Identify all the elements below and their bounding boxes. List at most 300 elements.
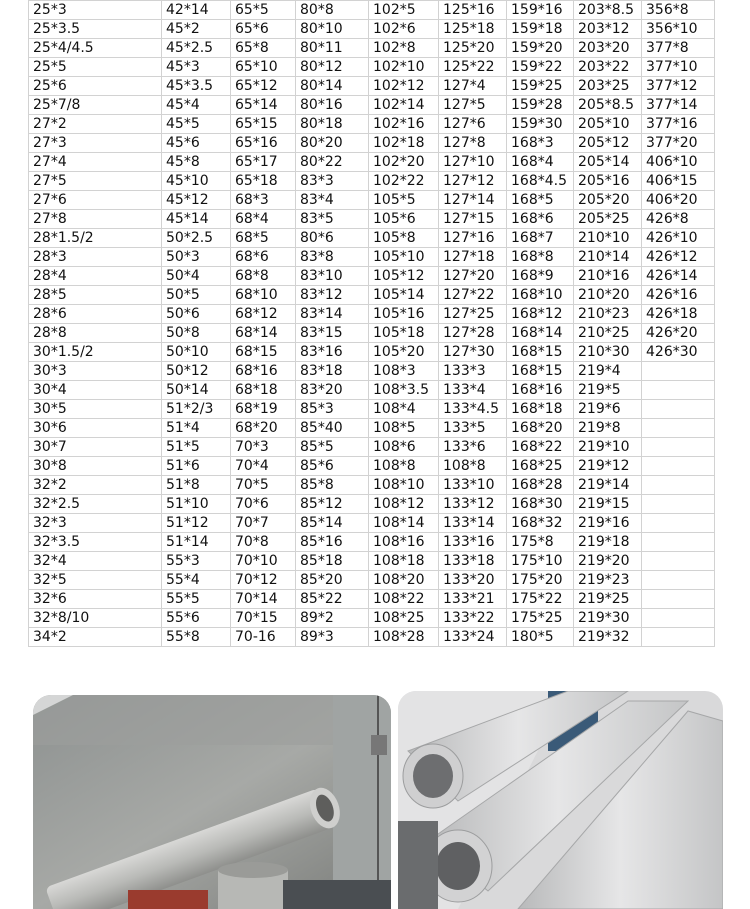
table-cell: 28*4 — [29, 267, 162, 286]
table-cell: 133*22 — [439, 609, 507, 628]
table-cell: 83*12 — [296, 286, 369, 305]
table-cell: 377*14 — [642, 96, 715, 115]
table-cell: 105*14 — [369, 286, 439, 305]
table-cell: 65*10 — [231, 58, 296, 77]
table-row — [29, 20, 715, 39]
table-row — [29, 476, 715, 495]
table-cell: 80*6 — [296, 229, 369, 248]
table-cell: 127*30 — [439, 343, 507, 362]
table-cell: 30*5 — [29, 400, 162, 419]
table-cell: 127*18 — [439, 248, 507, 267]
table-cell: 42*14 — [162, 1, 231, 20]
table-cell: 406*15 — [642, 172, 715, 191]
table-cell: 102*18 — [369, 134, 439, 153]
table-cell: 68*10 — [231, 286, 296, 305]
table-cell: 50*5 — [162, 286, 231, 305]
table-cell: 80*18 — [296, 115, 369, 134]
table-cell: 45*2.5 — [162, 39, 231, 58]
table-cell: 168*12 — [507, 305, 574, 324]
table-cell: 168*4.5 — [507, 172, 574, 191]
table-cell: 105*18 — [369, 324, 439, 343]
table-cell: 133*14 — [439, 514, 507, 533]
table-cell: 210*23 — [574, 305, 642, 324]
table-cell: 89*3 — [296, 628, 369, 647]
table-cell: 70*4 — [231, 457, 296, 476]
table-cell: 219*20 — [574, 552, 642, 571]
table-cell: 70*14 — [231, 590, 296, 609]
table-cell: 426*12 — [642, 248, 715, 267]
table-cell — [642, 514, 715, 533]
table-cell: 168*7 — [507, 229, 574, 248]
table-cell: 27*8 — [29, 210, 162, 229]
table-cell: 377*20 — [642, 134, 715, 153]
table-cell: 108*12 — [369, 495, 439, 514]
table-cell — [642, 457, 715, 476]
table-cell: 32*6 — [29, 590, 162, 609]
table-cell: 175*25 — [507, 609, 574, 628]
table-cell: 205*8.5 — [574, 96, 642, 115]
table-cell: 51*10 — [162, 495, 231, 514]
table-row — [29, 58, 715, 77]
table-row — [29, 495, 715, 514]
table-cell: 70*6 — [231, 495, 296, 514]
table-cell: 377*16 — [642, 115, 715, 134]
table-cell: 108*25 — [369, 609, 439, 628]
table-cell: 219*10 — [574, 438, 642, 457]
pipe-size-table — [28, 0, 715, 647]
table-cell: 65*12 — [231, 77, 296, 96]
table-cell: 406*10 — [642, 153, 715, 172]
table-cell: 51*2/3 — [162, 400, 231, 419]
table-cell: 127*14 — [439, 191, 507, 210]
table-cell: 83*14 — [296, 305, 369, 324]
table-cell: 426*14 — [642, 267, 715, 286]
table-cell: 205*16 — [574, 172, 642, 191]
table-cell: 219*8 — [574, 419, 642, 438]
table-cell: 108*8 — [439, 457, 507, 476]
table-cell: 65*6 — [231, 20, 296, 39]
table-cell: 426*18 — [642, 305, 715, 324]
table-cell: 127*22 — [439, 286, 507, 305]
table-cell: 65*18 — [231, 172, 296, 191]
table-cell: 32*5 — [29, 571, 162, 590]
table-cell: 205*20 — [574, 191, 642, 210]
table-cell: 175*10 — [507, 552, 574, 571]
table-cell: 34*2 — [29, 628, 162, 647]
table-cell: 159*28 — [507, 96, 574, 115]
table-row — [29, 324, 715, 343]
table-cell: 108*4 — [369, 400, 439, 419]
table-cell: 51*12 — [162, 514, 231, 533]
table-row — [29, 229, 715, 248]
table-cell: 85*5 — [296, 438, 369, 457]
table-cell — [642, 381, 715, 400]
table-cell: 377*10 — [642, 58, 715, 77]
table-cell: 105*5 — [369, 191, 439, 210]
table-cell — [642, 609, 715, 628]
table-cell: 85*40 — [296, 419, 369, 438]
table-row — [29, 134, 715, 153]
table-cell: 168*22 — [507, 438, 574, 457]
table-cell: 85*3 — [296, 400, 369, 419]
table-cell: 210*14 — [574, 248, 642, 267]
table-row — [29, 381, 715, 400]
table-cell — [642, 628, 715, 647]
table-cell: 27*4 — [29, 153, 162, 172]
table-cell: 25*3 — [29, 1, 162, 20]
table-cell: 127*20 — [439, 267, 507, 286]
table-cell: 65*16 — [231, 134, 296, 153]
table-cell: 168*6 — [507, 210, 574, 229]
table-cell: 426*20 — [642, 324, 715, 343]
table-row — [29, 609, 715, 628]
table-cell: 168*3 — [507, 134, 574, 153]
table-cell: 32*4 — [29, 552, 162, 571]
table-cell: 133*20 — [439, 571, 507, 590]
table-cell: 50*14 — [162, 381, 231, 400]
table-cell: 127*28 — [439, 324, 507, 343]
table-cell: 50*4 — [162, 267, 231, 286]
table-cell: 50*10 — [162, 343, 231, 362]
table-cell: 83*5 — [296, 210, 369, 229]
table-cell: 203*22 — [574, 58, 642, 77]
table-row — [29, 514, 715, 533]
table-row — [29, 267, 715, 286]
table-cell: 426*16 — [642, 286, 715, 305]
table-cell: 25*4/4.5 — [29, 39, 162, 58]
table-cell: 83*3 — [296, 172, 369, 191]
table-cell: 108*3.5 — [369, 381, 439, 400]
table-cell: 125*22 — [439, 58, 507, 77]
table-cell — [642, 419, 715, 438]
table-cell: 168*16 — [507, 381, 574, 400]
table-cell — [642, 400, 715, 419]
table-cell: 168*9 — [507, 267, 574, 286]
table-cell: 108*20 — [369, 571, 439, 590]
table-cell: 102*10 — [369, 58, 439, 77]
table-cell: 68*5 — [231, 229, 296, 248]
table-cell: 159*30 — [507, 115, 574, 134]
table-row — [29, 153, 715, 172]
table-cell: 127*12 — [439, 172, 507, 191]
table-cell: 32*3 — [29, 514, 162, 533]
table-cell: 30*7 — [29, 438, 162, 457]
table-cell: 45*4 — [162, 96, 231, 115]
table-cell: 377*12 — [642, 77, 715, 96]
table-cell: 80*16 — [296, 96, 369, 115]
table-cell: 68*6 — [231, 248, 296, 267]
table-cell: 55*4 — [162, 571, 231, 590]
table-cell: 168*18 — [507, 400, 574, 419]
table-row — [29, 628, 715, 647]
table-cell: 65*5 — [231, 1, 296, 20]
table-cell: 108*10 — [369, 476, 439, 495]
table-cell — [642, 533, 715, 552]
table-cell: 70*5 — [231, 476, 296, 495]
table-cell: 32*8/10 — [29, 609, 162, 628]
table-cell: 32*2.5 — [29, 495, 162, 514]
table-cell: 377*8 — [642, 39, 715, 58]
table-row — [29, 533, 715, 552]
table-cell: 28*6 — [29, 305, 162, 324]
table-cell: 159*25 — [507, 77, 574, 96]
table-cell: 102*6 — [369, 20, 439, 39]
table-row — [29, 362, 715, 381]
table-cell: 68*19 — [231, 400, 296, 419]
table-cell: 51*5 — [162, 438, 231, 457]
table-cell: 168*10 — [507, 286, 574, 305]
table-cell: 102*14 — [369, 96, 439, 115]
table-cell: 32*2 — [29, 476, 162, 495]
table-cell: 85*6 — [296, 457, 369, 476]
table-cell: 55*6 — [162, 609, 231, 628]
table-cell: 203*20 — [574, 39, 642, 58]
table-cell: 210*25 — [574, 324, 642, 343]
table-cell: 70*10 — [231, 552, 296, 571]
table-cell: 127*6 — [439, 115, 507, 134]
table-cell: 108*5 — [369, 419, 439, 438]
table-cell: 180*5 — [507, 628, 574, 647]
table-cell: 70*7 — [231, 514, 296, 533]
table-cell: 27*3 — [29, 134, 162, 153]
table-cell: 30*6 — [29, 419, 162, 438]
steel-pipe-lifted-photo — [33, 695, 391, 909]
table-cell: 45*8 — [162, 153, 231, 172]
table-cell: 219*12 — [574, 457, 642, 476]
table-cell: 108*6 — [369, 438, 439, 457]
table-cell: 68*18 — [231, 381, 296, 400]
table-cell: 68*12 — [231, 305, 296, 324]
table-cell: 85*8 — [296, 476, 369, 495]
table-cell: 102*5 — [369, 1, 439, 20]
table-cell: 45*12 — [162, 191, 231, 210]
table-cell: 159*22 — [507, 58, 574, 77]
table-cell: 127*15 — [439, 210, 507, 229]
table-cell: 50*12 — [162, 362, 231, 381]
table-cell: 55*5 — [162, 590, 231, 609]
table-cell: 426*8 — [642, 210, 715, 229]
table-cell: 102*22 — [369, 172, 439, 191]
table-cell: 406*20 — [642, 191, 715, 210]
table-cell: 210*10 — [574, 229, 642, 248]
table-cell: 45*6 — [162, 134, 231, 153]
table-cell: 133*12 — [439, 495, 507, 514]
table-cell: 133*3 — [439, 362, 507, 381]
table-cell: 159*18 — [507, 20, 574, 39]
table-row — [29, 39, 715, 58]
table-cell: 80*22 — [296, 153, 369, 172]
table-cell: 205*12 — [574, 134, 642, 153]
table-row — [29, 400, 715, 419]
table-cell: 25*3.5 — [29, 20, 162, 39]
table-cell: 203*8.5 — [574, 1, 642, 20]
table-row — [29, 191, 715, 210]
table-cell: 125*20 — [439, 39, 507, 58]
table-cell: 133*5 — [439, 419, 507, 438]
table-cell: 108*22 — [369, 590, 439, 609]
table-cell: 168*28 — [507, 476, 574, 495]
table-cell: 28*5 — [29, 286, 162, 305]
table-cell: 108*28 — [369, 628, 439, 647]
table-cell: 70*12 — [231, 571, 296, 590]
table-cell: 83*18 — [296, 362, 369, 381]
table-cell — [642, 495, 715, 514]
table-cell: 102*20 — [369, 153, 439, 172]
table-cell: 426*10 — [642, 229, 715, 248]
table-cell: 70*15 — [231, 609, 296, 628]
table-cell: 55*3 — [162, 552, 231, 571]
table-cell: 65*8 — [231, 39, 296, 58]
table-cell: 85*12 — [296, 495, 369, 514]
table-row — [29, 438, 715, 457]
table-cell: 25*6 — [29, 77, 162, 96]
table-cell: 80*12 — [296, 58, 369, 77]
table-cell: 65*15 — [231, 115, 296, 134]
table-row — [29, 571, 715, 590]
table-row — [29, 96, 715, 115]
table-cell: 168*15 — [507, 343, 574, 362]
table-cell: 80*10 — [296, 20, 369, 39]
table-cell: 70-16 — [231, 628, 296, 647]
table-cell: 25*7/8 — [29, 96, 162, 115]
table-cell — [642, 571, 715, 590]
table-cell: 205*14 — [574, 153, 642, 172]
table-cell: 203*25 — [574, 77, 642, 96]
table-cell: 219*30 — [574, 609, 642, 628]
table-cell: 68*20 — [231, 419, 296, 438]
table-row — [29, 1, 715, 20]
table-cell: 219*23 — [574, 571, 642, 590]
table-cell: 356*8 — [642, 1, 715, 20]
table-cell: 219*32 — [574, 628, 642, 647]
table-cell: 356*10 — [642, 20, 715, 39]
table-cell: 127*25 — [439, 305, 507, 324]
table-cell: 210*20 — [574, 286, 642, 305]
table-cell: 83*8 — [296, 248, 369, 267]
table-row — [29, 457, 715, 476]
table-cell: 83*4 — [296, 191, 369, 210]
table-cell: 219*14 — [574, 476, 642, 495]
table-row — [29, 305, 715, 324]
table-cell: 55*8 — [162, 628, 231, 647]
table-cell: 108*16 — [369, 533, 439, 552]
table-cell: 205*10 — [574, 115, 642, 134]
table-cell: 27*2 — [29, 115, 162, 134]
table-cell: 45*3.5 — [162, 77, 231, 96]
table-cell: 28*1.5/2 — [29, 229, 162, 248]
table-row — [29, 172, 715, 191]
table-cell: 125*18 — [439, 20, 507, 39]
table-cell: 133*4 — [439, 381, 507, 400]
table-cell: 108*18 — [369, 552, 439, 571]
table-cell: 28*3 — [29, 248, 162, 267]
table-cell: 50*6 — [162, 305, 231, 324]
table-cell: 127*5 — [439, 96, 507, 115]
table-cell: 80*11 — [296, 39, 369, 58]
table-cell: 30*8 — [29, 457, 162, 476]
table-row — [29, 77, 715, 96]
table-cell: 51*4 — [162, 419, 231, 438]
table-cell: 80*14 — [296, 77, 369, 96]
table-cell: 127*16 — [439, 229, 507, 248]
table-cell: 68*3 — [231, 191, 296, 210]
table-cell: 105*20 — [369, 343, 439, 362]
table-cell: 45*5 — [162, 115, 231, 134]
table-cell: 85*20 — [296, 571, 369, 590]
table-cell: 45*3 — [162, 58, 231, 77]
table-cell: 83*10 — [296, 267, 369, 286]
table-cell: 27*6 — [29, 191, 162, 210]
table-cell: 30*4 — [29, 381, 162, 400]
table-cell: 175*22 — [507, 590, 574, 609]
steel-pipe-lifted-illustration — [33, 695, 391, 909]
table-cell: 168*30 — [507, 495, 574, 514]
table-row — [29, 248, 715, 267]
stacked-steel-pipes-illustration — [398, 691, 723, 909]
table-cell: 68*4 — [231, 210, 296, 229]
table-cell — [642, 476, 715, 495]
table-cell: 125*16 — [439, 1, 507, 20]
table-cell: 159*16 — [507, 1, 574, 20]
table-cell — [642, 438, 715, 457]
table-cell: 133*16 — [439, 533, 507, 552]
pipe-size-table-body — [29, 1, 715, 647]
table-cell: 219*16 — [574, 514, 642, 533]
table-cell: 205*25 — [574, 210, 642, 229]
table-cell: 80*20 — [296, 134, 369, 153]
table-cell: 168*14 — [507, 324, 574, 343]
table-cell: 108*14 — [369, 514, 439, 533]
table-cell: 83*16 — [296, 343, 369, 362]
table-cell: 51*6 — [162, 457, 231, 476]
table-cell: 219*4 — [574, 362, 642, 381]
table-cell: 133*6 — [439, 438, 507, 457]
table-row — [29, 286, 715, 305]
table-cell — [642, 552, 715, 571]
table-cell: 70*3 — [231, 438, 296, 457]
table-cell: 51*8 — [162, 476, 231, 495]
table-cell: 219*5 — [574, 381, 642, 400]
table-cell: 50*2.5 — [162, 229, 231, 248]
table-cell: 50*8 — [162, 324, 231, 343]
table-cell: 68*14 — [231, 324, 296, 343]
table-cell: 85*16 — [296, 533, 369, 552]
table-cell: 89*2 — [296, 609, 369, 628]
table-cell: 108*8 — [369, 457, 439, 476]
table-cell: 105*16 — [369, 305, 439, 324]
table-cell: 68*15 — [231, 343, 296, 362]
table-cell: 133*21 — [439, 590, 507, 609]
table-cell: 102*12 — [369, 77, 439, 96]
table-cell: 108*3 — [369, 362, 439, 381]
table-cell — [642, 590, 715, 609]
table-cell: 28*8 — [29, 324, 162, 343]
table-cell: 83*20 — [296, 381, 369, 400]
table-cell: 45*2 — [162, 20, 231, 39]
table-cell: 133*24 — [439, 628, 507, 647]
table-cell: 203*12 — [574, 20, 642, 39]
table-cell: 219*18 — [574, 533, 642, 552]
table-cell: 127*8 — [439, 134, 507, 153]
table-cell: 102*16 — [369, 115, 439, 134]
table-cell: 30*1.5/2 — [29, 343, 162, 362]
table-cell: 210*30 — [574, 343, 642, 362]
table-cell: 168*15 — [507, 362, 574, 381]
table-cell: 175*20 — [507, 571, 574, 590]
table-cell: 65*14 — [231, 96, 296, 115]
table-cell: 133*4.5 — [439, 400, 507, 419]
table-cell: 133*18 — [439, 552, 507, 571]
